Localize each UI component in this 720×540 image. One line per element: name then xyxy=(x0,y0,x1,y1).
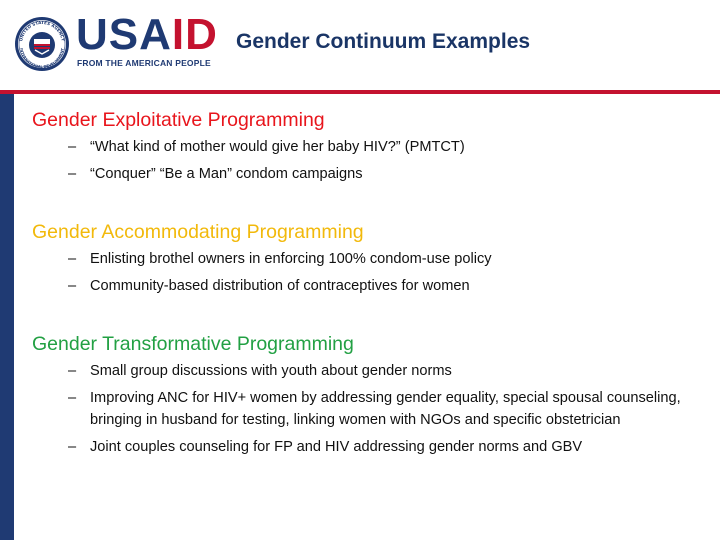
bullet-list xyxy=(32,136,712,185)
bullet-item: – “Conquer” “Be a Man” condom campaigns xyxy=(68,166,363,182)
seal-text-bottom: INTERNATIONAL DEVELOPMENT xyxy=(19,47,65,70)
bullet-list xyxy=(32,360,712,458)
seal-text-top: UNITED STATES AGENCY xyxy=(18,19,66,42)
section-accommodating xyxy=(32,216,712,297)
usaid-tagline: FROM THE AMERICAN PEOPLE xyxy=(77,58,211,68)
bullet-item: – Joint couples counseling for FP and HIV addressing gender norms and GBV xyxy=(68,439,583,455)
bullet-item: – Enlisting brothel owners in enforcing 100% condom-use policy xyxy=(68,251,492,267)
bullet-item: – Community-based distribution of contraceptives for women xyxy=(68,278,470,294)
section-transformative xyxy=(32,328,712,458)
section-heading: Gender Exploitative Programming xyxy=(32,109,325,131)
left-accent-bar xyxy=(0,94,14,540)
bullet-item: – Improving ANC for HIV+ women by addressing gender equality, special spousal counseling, bringing in husband for testing, linking women with NGOs and specific obstetrician xyxy=(68,390,681,428)
bullet-list xyxy=(32,248,712,297)
section-exploitative xyxy=(32,104,712,185)
bullet-item: – “What kind of mother would give her baby HIV?” (PMTCT) xyxy=(68,139,465,155)
header-divider xyxy=(0,90,720,94)
usaid-logo xyxy=(14,10,218,72)
section-heading: Gender Accommodating Programming xyxy=(32,221,364,243)
slide-body xyxy=(32,104,712,489)
section-heading: Gender Transformative Programming xyxy=(32,333,354,355)
usaid-seal-icon xyxy=(14,16,70,72)
usaid-wordmark: USAID xyxy=(76,10,218,59)
bullet-item: – Small group discussions with youth about gender norms xyxy=(68,363,452,379)
slide-title: Gender Continuum Examples xyxy=(236,30,531,53)
